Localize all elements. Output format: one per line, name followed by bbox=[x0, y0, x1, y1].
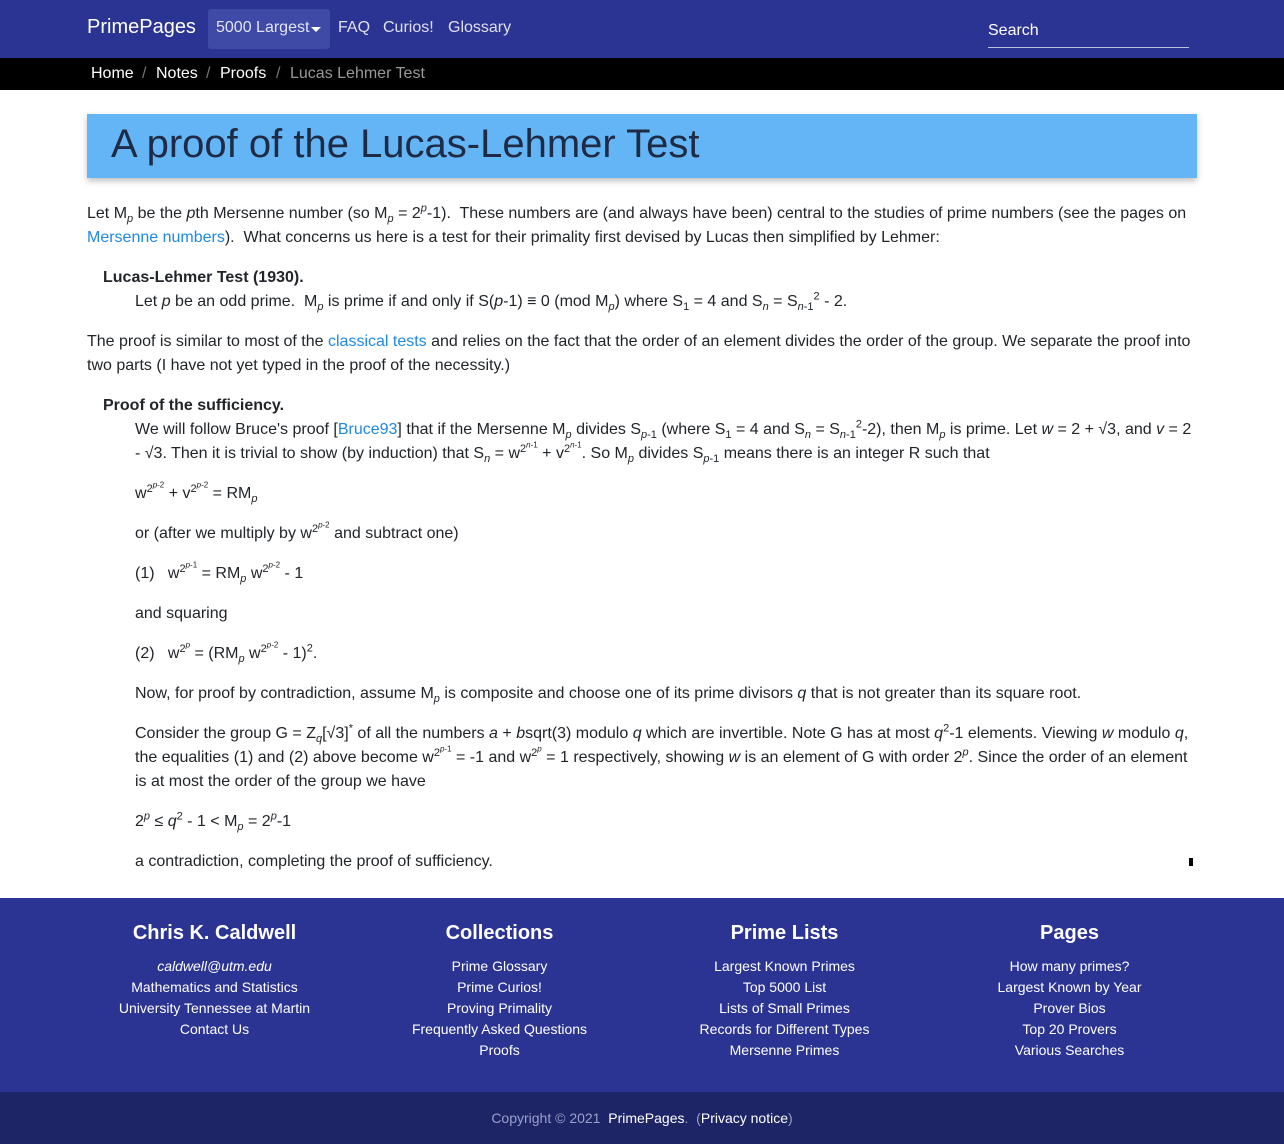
footer-link[interactable]: Frequently Asked Questions bbox=[411, 1021, 588, 1037]
copyright-site-link[interactable]: PrimePages bbox=[608, 1110, 685, 1126]
brand-link[interactable]: PrimePages bbox=[87, 16, 196, 38]
breadcrumb-separator: / bbox=[276, 65, 281, 82]
footer-link[interactable]: Proving Primality bbox=[446, 1000, 553, 1016]
equation-1: (1) $w^{2^{p-1}} = RM_p$ $w^{2^{p-2}} - 1$ bbox=[135, 560, 304, 586]
footer-author-title: Chris K. Caldwell bbox=[132, 922, 297, 944]
footer-pages-title: Pages bbox=[1040, 922, 1099, 944]
footer-link[interactable]: How many primes? bbox=[1009, 958, 1130, 974]
proof-paragraph-1: We will follow Bruce's proof [Bruce93] that if the Mersenne $M_p$ divides $S_{p-1}$ (where $S_1 = 4$ and $S_n = S_{n-1}^2-2$), then $M_p$ is prime. Let w = 2 + √3, and v = 2 - √3. Then it is trivial to show (by induction) that $S_n = w^{2^{n-1}} + v^{2^{n-1}}$. So $M_p$ divides $S_{p-1}$ means there is an integer R such that bbox=[135, 418, 1192, 466]
theorem-statement: Let p be an odd prime. $M_p$ is prime if and only if S(p-1) ≡ 0 (mod $M_p$) where $S_1 = 4$ and $S_n = S_{n-1}^2 - 2$. bbox=[135, 290, 848, 314]
nav-link-glossary[interactable]: Glossary bbox=[448, 19, 512, 36]
breadcrumb bbox=[0, 58, 1284, 90]
footer-contact-link[interactable]: Contact Us bbox=[179, 1021, 250, 1037]
footer-line: University Tennessee at Martin bbox=[118, 1000, 311, 1016]
page-title-banner bbox=[87, 114, 1197, 178]
proof-paragraph-5: Consider the group $G = Z_q[√3]^*$ of all the numbers a + bsqrt(3) modulo q which are invertible. Note G has at most $q^2-1$ elements. Viewing w modulo q, the equalities (1) and (2) above become $w^{2^{p-1}} = -1$ and $w^{2^p} = 1$ respectively, showing w is an element of G with order 2$^p$. Since the order of an element is at most the order of the group we have bbox=[135, 722, 1189, 790]
bruce93-link[interactable]: Bruce93 bbox=[337, 421, 398, 438]
footer-email-link[interactable]: caldwell@utm.edu bbox=[157, 958, 272, 974]
page-title: A proof of the Lucas-Lehmer Test bbox=[111, 122, 700, 166]
proof-block bbox=[103, 394, 1197, 874]
footer-link[interactable]: Records for Different Types bbox=[699, 1021, 870, 1037]
equation-3: $2^p \le q^2 - 1 < M_p = 2^p-1$ bbox=[135, 810, 292, 834]
top-navbar bbox=[0, 0, 1284, 58]
proof-intro-paragraph: The proof is similar to most of the classical tests and relies on the fact that the order of an element divides the order of the group. We separate the proof into two parts (I have not yet typed in the proof of the necessity.) bbox=[87, 333, 1191, 374]
footer-link[interactable]: Top 5000 List bbox=[742, 979, 827, 995]
breadcrumb-proofs[interactable]: Proofs bbox=[220, 65, 267, 82]
footer-line: Mathematics and Statistics bbox=[131, 979, 298, 995]
privacy-notice-link[interactable]: Privacy notice bbox=[700, 1110, 789, 1126]
footer-col-collections bbox=[357, 920, 642, 1061]
footer-collections-title: Collections bbox=[445, 922, 554, 944]
breadcrumb-home[interactable]: Home bbox=[91, 65, 134, 82]
breadcrumb-separator: / bbox=[206, 65, 211, 82]
article-body bbox=[87, 202, 1197, 890]
footer-link[interactable]: Prime Glossary bbox=[451, 958, 548, 974]
intro-paragraph: Let $M_p$ be the pth Mersenne number (so $M_p = 2^p-1$). These numbers are (and always have been) central to the studies of prime numbers (see the pages on Mersenne numbers). What concerns us here is a test for their primality first devised by Lucas then simplified by Lehmer: bbox=[87, 202, 1187, 246]
footer-link[interactable]: Proofs bbox=[479, 1042, 520, 1058]
footer-col-author bbox=[72, 920, 357, 1040]
site-footer bbox=[0, 898, 1284, 1092]
proof-heading: Proof of the sufficiency. bbox=[103, 397, 285, 414]
footer-col-pages bbox=[927, 920, 1212, 1061]
largest-dropdown[interactable] bbox=[208, 9, 330, 49]
footer-prime-lists-title: Prime Lists bbox=[730, 922, 839, 944]
classical-tests-link[interactable]: classical tests bbox=[327, 333, 427, 350]
equation-0: $w^{2^{p-2}} + v^{2^{p-2}} = RM_p$ bbox=[135, 480, 258, 506]
breadcrumb-current: Lucas Lehmer Test bbox=[290, 65, 425, 82]
copyright-text: Copyright © 2021 bbox=[491, 1110, 601, 1126]
footer-link[interactable]: Various Searches bbox=[1014, 1042, 1125, 1058]
proof-paragraph-3: and squaring bbox=[135, 605, 228, 622]
footer-link[interactable]: Prime Curios! bbox=[457, 979, 542, 995]
search-input[interactable] bbox=[988, 14, 1189, 48]
footer-link[interactable]: Top 20 Provers bbox=[1022, 1021, 1117, 1037]
chevron-down-icon bbox=[311, 27, 321, 32]
equation-2: (2) $w^{2^p} = (RM_p$ $w^{2^{p-2}} - 1)^2$. bbox=[135, 640, 318, 666]
footer-link[interactable]: Largest Known Primes bbox=[714, 958, 855, 974]
nav-link-curios[interactable]: Curios! bbox=[383, 19, 434, 36]
footer-link[interactable]: Prover Bios bbox=[1033, 1000, 1106, 1016]
theorem-block bbox=[103, 266, 1197, 314]
footer-link[interactable]: Lists of Small Primes bbox=[719, 1000, 850, 1016]
breadcrumb-separator: / bbox=[142, 65, 147, 82]
copyright-bar: Copyright © 2021 PrimePages. (Privacy notice) bbox=[0, 1092, 1284, 1144]
proof-paragraph-4: Now, for proof by contradiction, assume $M_p$ is composite and choose one of its prime divisors q that is not greater than its square root. bbox=[135, 685, 1082, 706]
footer-col-prime-lists bbox=[642, 920, 927, 1061]
qed-mark bbox=[1189, 858, 1193, 866]
dropdown-label: 5000 Largest bbox=[216, 19, 310, 36]
theorem-heading: Lucas-Lehmer Test (1930). bbox=[103, 269, 304, 286]
proof-conclusion: a contradiction, completing the proof of sufficiency. bbox=[135, 850, 1197, 874]
footer-link[interactable]: Mersenne Primes bbox=[729, 1042, 840, 1058]
footer-link[interactable]: Largest Known by Year bbox=[997, 979, 1142, 995]
proof-paragraph-2: or (after we multiply by $w^{2^{p-2}}$ and subtract one) bbox=[135, 520, 459, 542]
breadcrumb-notes[interactable]: Notes bbox=[156, 65, 198, 82]
nav-link-faq[interactable]: FAQ bbox=[338, 19, 371, 36]
mersenne-numbers-link[interactable]: Mersenne numbers bbox=[87, 229, 225, 246]
